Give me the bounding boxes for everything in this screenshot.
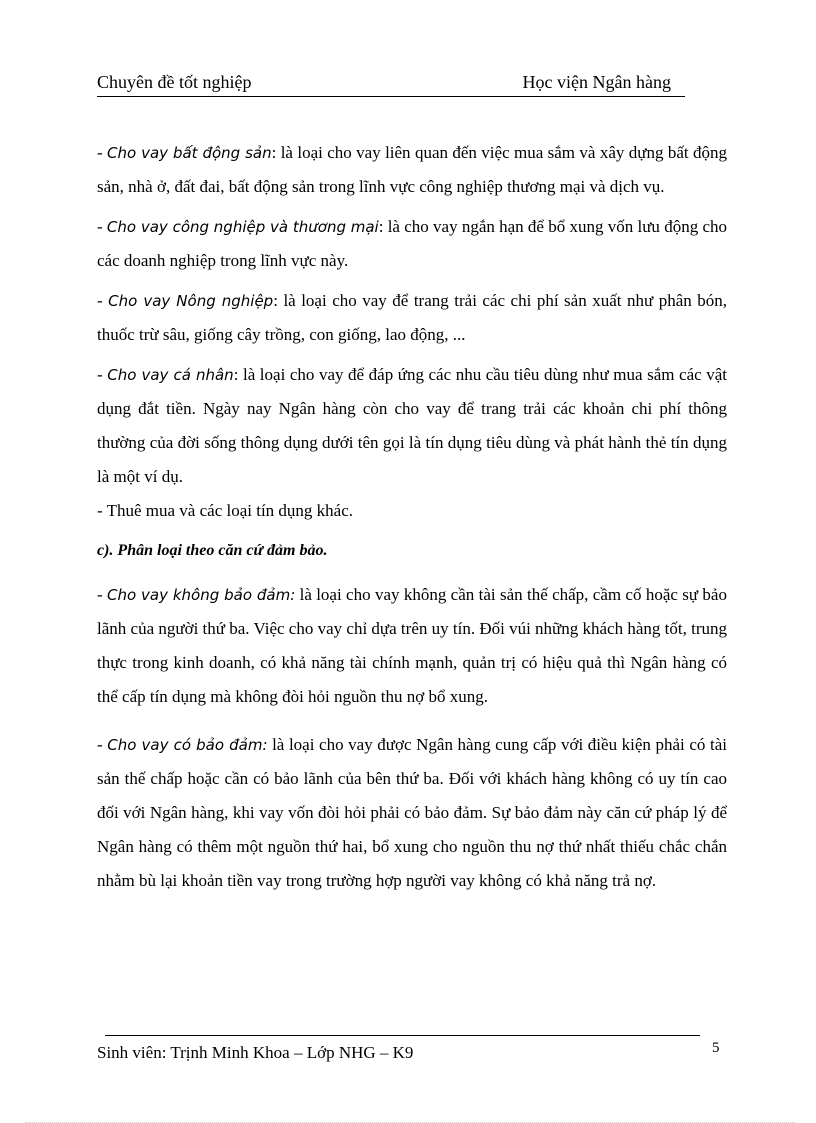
paragraph-text: là loại cho vay không cần tài sản thế chấp, cầm cố hoặc sự bảo lãnh của người thứ ba. Việc cho vay chỉ dựa trên uy tín. Đối vúi những khách hàng tốt, trung thực trong kinh doanh, có khả năng tài chính mạnh, quản trị có hiệu quả thì Ngân hàng có thể cấp tín dụng mà không đòi hỏi nguồn thu nợ bổ xung. — [97, 585, 727, 706]
paragraph-text: Thuê mua và các loại tín dụng khác. — [106, 501, 354, 520]
term-agricultural-loans: Cho vay Nông nghiệp — [108, 292, 274, 310]
term-real-estate-loans: Cho vay bất động sản — [107, 144, 272, 162]
paragraph-text: là loại cho vay được Ngân hàng cung cấp với điều kiện phải có tài sản thế chấp hoặc cần có bảo lãnh của bên thứ ba. Đối với khách hàng không có uy tín cao đối với Ngân hàng, khi vay vốn đòi hỏi phải có bảo đảm. Sự bảo đảm này căn cứ pháp lý để Ngân hàng có thêm một nguồn thứ hai, bổ xung cho nguồn thu nợ thứ nhất thiếu chắc chắn nhằm bù lại khoản tiền vay trong trường hợp người vay không có khả năng trả nợ. — [97, 735, 727, 890]
term-secured-loans: Cho vay có bảo đảm: — [107, 736, 268, 754]
paragraph-text: : là cho vay ngắn hạn để bổ xung vốn lưu động cho các doanh nghiệp trong lĩnh vực này. — [97, 217, 727, 270]
paragraph-leasing — [97, 494, 727, 528]
document-body — [97, 136, 727, 898]
bullet-dash: - — [97, 291, 109, 310]
bullet-dash: - — [97, 735, 108, 754]
header-right-title: Học viện Ngân hàng — [522, 72, 671, 92]
footer-divider — [105, 1035, 700, 1036]
bullet-dash: - — [97, 365, 108, 384]
paragraph-agricultural-loans — [97, 284, 727, 352]
paragraph-text: : là loại cho vay để trang trải các chi phí sản xuất như phân bón, thuốc trừ sâu, giống cây trồng, con giống, lao động, ... — [97, 291, 727, 344]
bullet-dash: - — [97, 217, 107, 236]
paragraph-text: : là loại cho vay liên quan đến việc mua sắm và xây dựng bất động sản, nhà ở, đất đai, bất động sản trong lĩnh vực công nghiệp thương mại và dịch vụ. — [97, 143, 727, 196]
bullet-dash: - — [97, 143, 108, 162]
section-heading: c). Phân loại theo căn cứ đảm bảo. — [97, 542, 328, 559]
paragraph-personal-loans — [97, 358, 727, 494]
page-header — [97, 72, 685, 97]
paragraph-unsecured-loans — [97, 578, 727, 714]
term-personal-loans: Cho vay cá nhân — [107, 366, 234, 384]
page-number: 5 — [712, 1040, 720, 1056]
term-unsecured-loans: Cho vay không bảo đảm: — [107, 586, 296, 604]
footer-student-info: Sinh viên: Trịnh Minh Khoa – Lớp NHG – K9 — [97, 1043, 414, 1062]
paragraph-text: : là loại cho vay để đáp ứng các nhu cầu tiêu dùng như mua sắm các vật dụng đắt tiền. Ngày nay Ngân hàng còn cho vay để trang trải các khoản chi phí thông thường của đời sống thông dụng dưới tên gọi là tín dụng tiêu dùng và phát hành thẻ tín dụng là một ví dụ. — [97, 365, 727, 486]
term-industrial-commercial-loans: Cho vay công nghiệp và thương mại — [106, 218, 379, 236]
header-left-title: Chuyên đề tốt nghiệp — [97, 72, 252, 92]
paragraph-secured-loans — [97, 728, 727, 898]
paragraph-real-estate-loans — [97, 136, 727, 204]
paragraph-industrial-commercial-loans — [97, 210, 727, 278]
bullet-dash: - — [97, 501, 107, 520]
bullet-dash: - — [97, 585, 108, 604]
